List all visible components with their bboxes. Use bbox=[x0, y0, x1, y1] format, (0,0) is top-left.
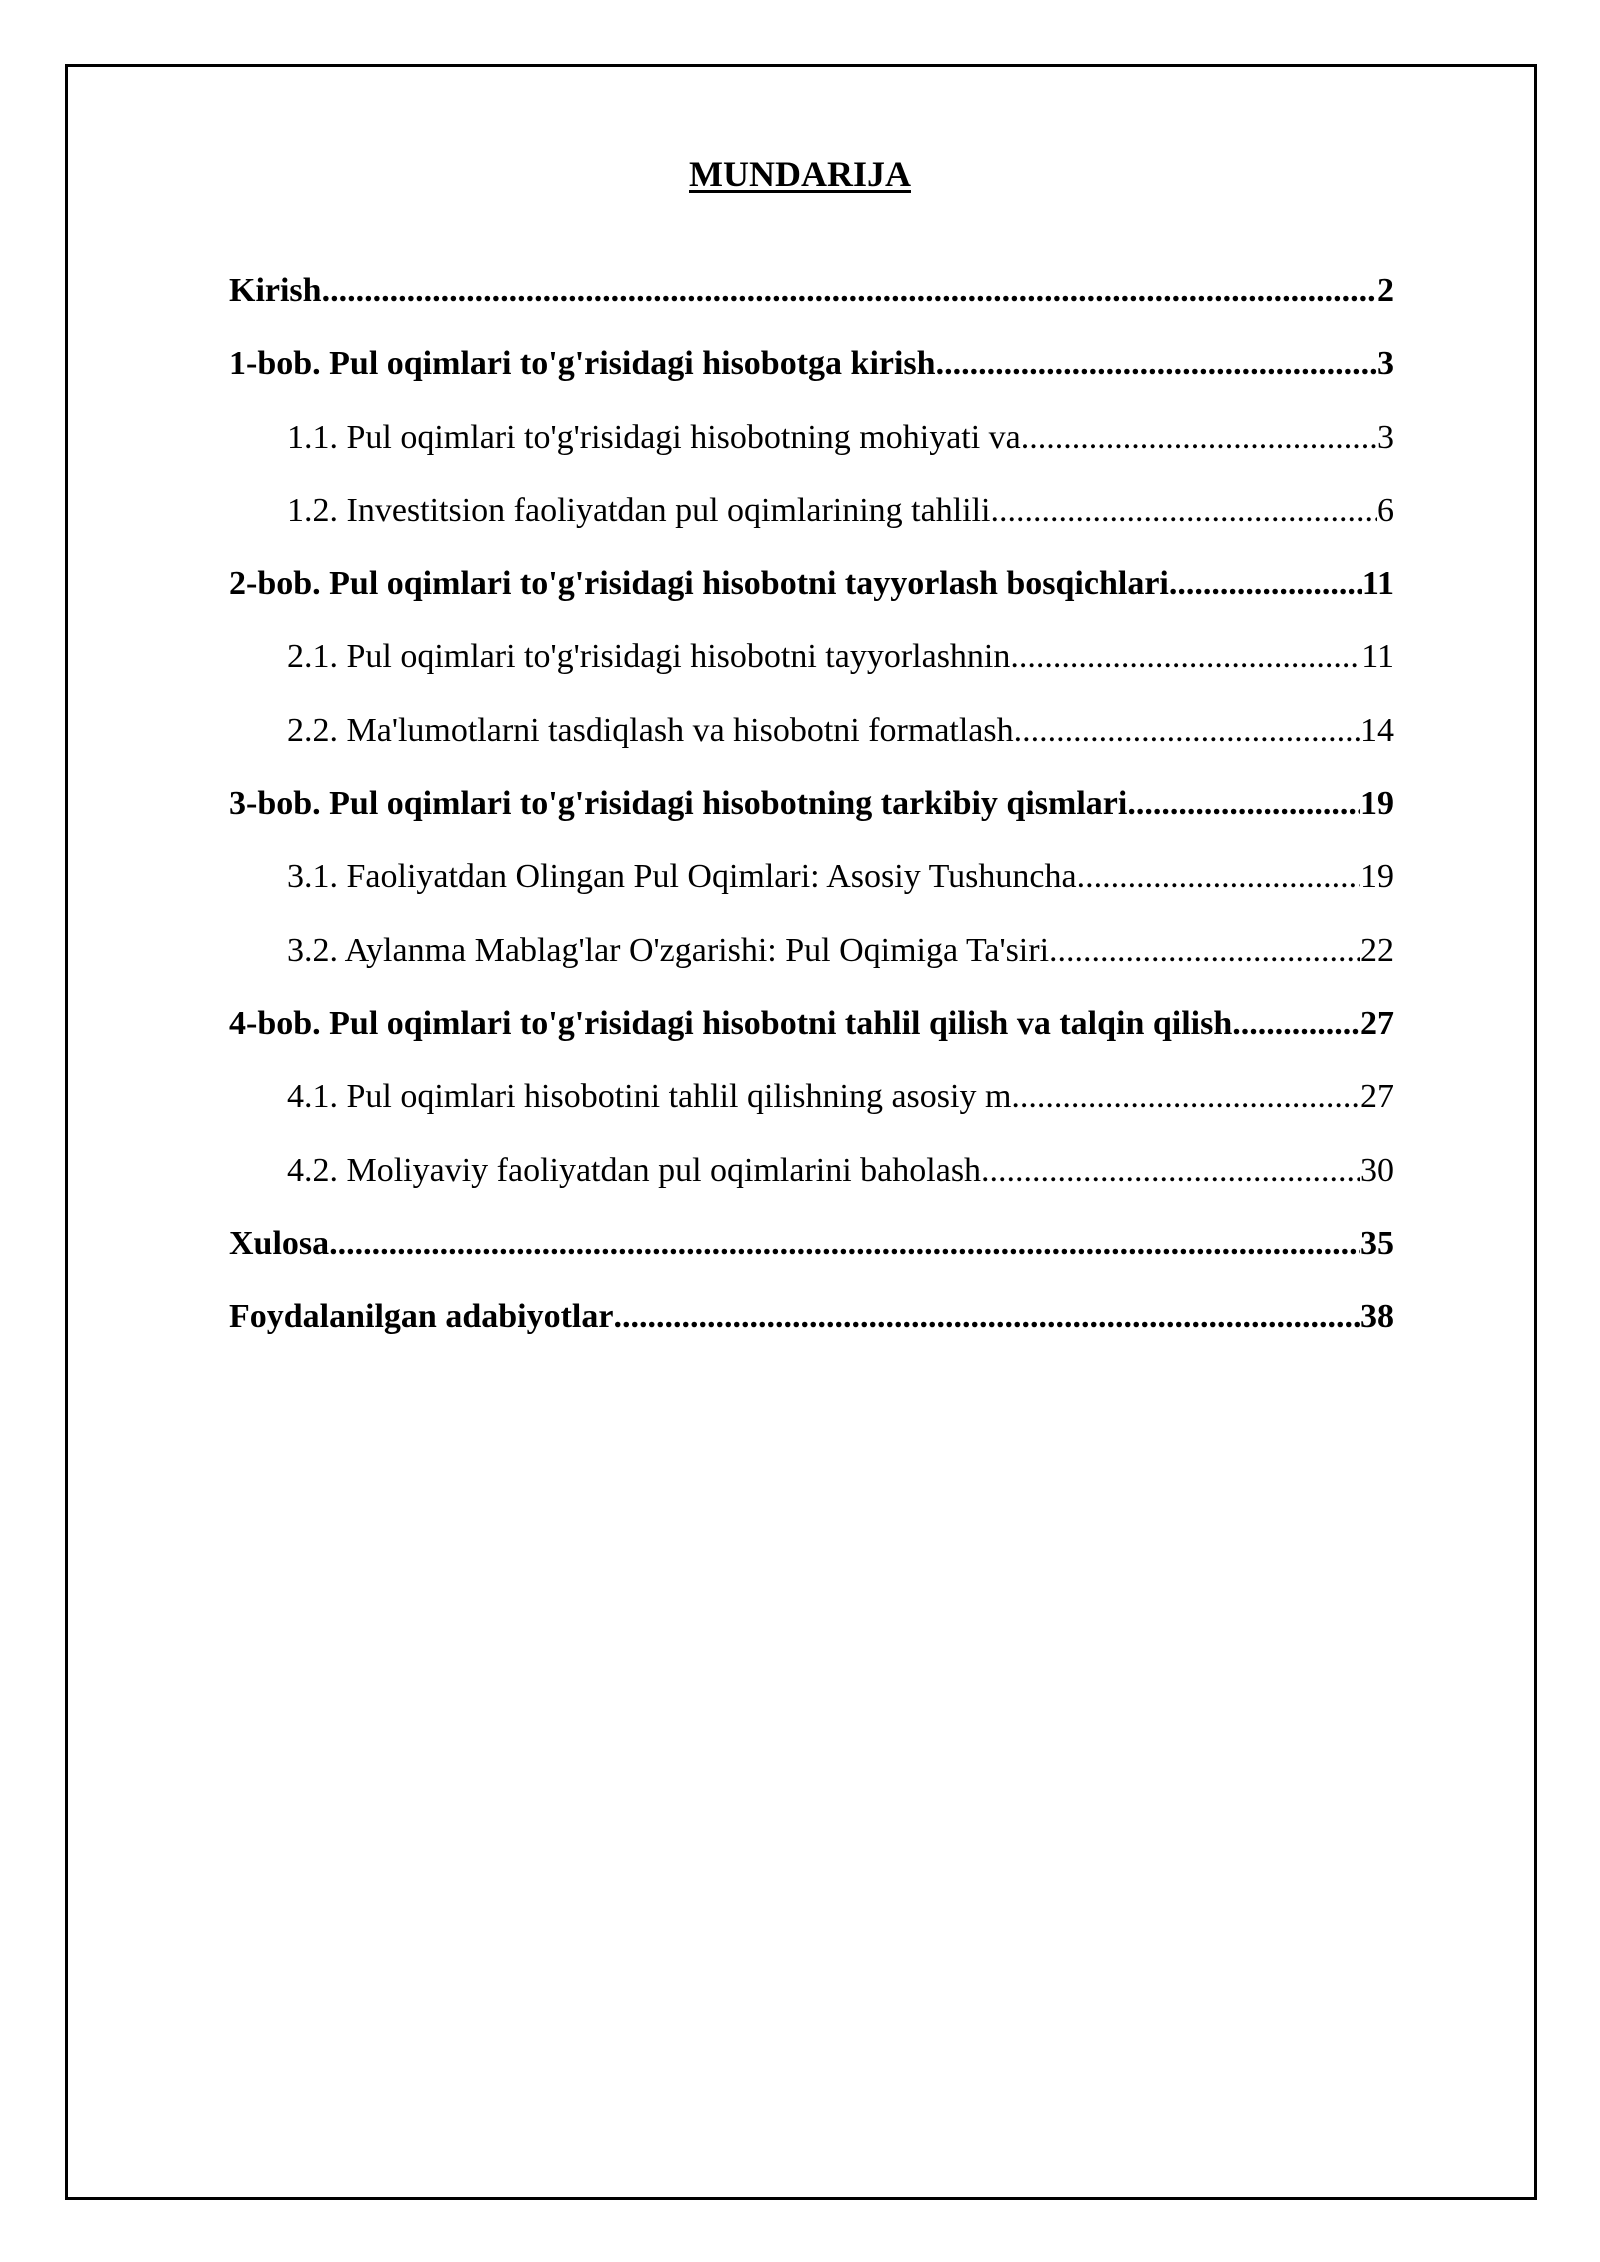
toc-dot-leader bbox=[936, 339, 1377, 389]
toc-entry[interactable] bbox=[229, 632, 1394, 705]
toc-entry-page: 22 bbox=[1360, 931, 1394, 969]
toc-entry-page: 19 bbox=[1360, 858, 1394, 896]
toc-entry-label: 4-bob. Pul oqimlari to'g'risidagi hisobotni tahlil qilish va talqin qilish bbox=[229, 1004, 1233, 1042]
toc-entry-label: 1.1. Pul oqimlari to'g'risidagi hisobotning mohiyati va bbox=[287, 418, 1021, 456]
toc-entry-page: 27 bbox=[1360, 1078, 1394, 1116]
toc-entry-label: Foydalanilgan adabiyotlar bbox=[229, 1298, 614, 1336]
toc-entry-page: 3 bbox=[1377, 418, 1394, 456]
toc-entry[interactable] bbox=[229, 926, 1394, 999]
toc-entry[interactable] bbox=[229, 1146, 1394, 1219]
toc-entry-page: 35 bbox=[1360, 1224, 1394, 1262]
page-title bbox=[0, 152, 1600, 196]
toc-dot-leader bbox=[1049, 926, 1360, 976]
toc-entry-label: 2.1. Pul oqimlari to'g'risidagi hisobotni tayyorlashnin bbox=[287, 638, 1011, 676]
toc-dot-leader bbox=[981, 1146, 1360, 1196]
toc-entry[interactable] bbox=[229, 413, 1394, 486]
toc-dot-leader bbox=[1127, 779, 1360, 829]
toc-entry[interactable] bbox=[229, 999, 1394, 1072]
toc-entry-label: 1-bob. Pul oqimlari to'g'risidagi hisobotga kirish bbox=[229, 345, 936, 383]
toc-entry[interactable] bbox=[229, 1219, 1394, 1292]
toc-entry-page: 6 bbox=[1377, 491, 1394, 529]
toc-entry-label: 1.2. Investitsion faoliyatdan pul oqimlarining tahlili bbox=[287, 491, 991, 529]
table-of-contents bbox=[229, 266, 1394, 1365]
toc-entry[interactable] bbox=[229, 339, 1394, 412]
toc-entry[interactable] bbox=[229, 779, 1394, 852]
toc-dot-leader bbox=[322, 266, 1377, 316]
toc-dot-leader bbox=[1010, 632, 1361, 682]
toc-entry-label: 3-bob. Pul oqimlari to'g'risidagi hisobotning tarkibiy qismlari bbox=[229, 785, 1128, 823]
toc-entry[interactable] bbox=[229, 1072, 1394, 1145]
toc-entry-label: Xulosa bbox=[229, 1224, 330, 1262]
toc-entry-label: Kirish bbox=[229, 272, 322, 309]
toc-entry-page: 11 bbox=[1361, 638, 1394, 676]
toc-entry-page: 38 bbox=[1360, 1298, 1394, 1336]
toc-dot-leader bbox=[991, 486, 1377, 536]
toc-entry[interactable] bbox=[229, 1292, 1394, 1365]
toc-entry-page: 3 bbox=[1377, 345, 1394, 383]
toc-dot-leader bbox=[613, 1292, 1360, 1342]
toc-entry-label: 3.1. Faoliyatdan Olingan Pul Oqimlari: Asosiy Tushuncha bbox=[287, 858, 1077, 896]
toc-entry[interactable] bbox=[229, 486, 1394, 559]
toc-entry-label: 2.2. Ma'lumotlarni tasdiqlash va hisobotni formatlash bbox=[287, 711, 1014, 749]
toc-entry-page: 30 bbox=[1360, 1151, 1394, 1189]
toc-dot-leader bbox=[1021, 413, 1377, 463]
toc-entry[interactable] bbox=[229, 706, 1394, 779]
toc-entry-page: 2 bbox=[1377, 272, 1394, 309]
toc-entry-page: 11 bbox=[1361, 565, 1394, 603]
toc-entry[interactable] bbox=[229, 559, 1394, 632]
toc-entry[interactable] bbox=[229, 852, 1394, 925]
toc-dot-leader bbox=[329, 1219, 1360, 1269]
toc-entry[interactable] bbox=[229, 266, 1394, 339]
toc-dot-leader bbox=[1077, 852, 1360, 902]
toc-entry-label: 2-bob. Pul oqimlari to'g'risidagi hisobotni tayyorlash bosqichlari bbox=[229, 565, 1169, 603]
toc-entry-label: 3.2. Aylanma Mablag'lar O'zgarishi: Pul Oqimiga Ta'siri bbox=[287, 931, 1050, 969]
page-title-text: MUNDARIJA bbox=[689, 154, 911, 194]
toc-dot-leader bbox=[1014, 706, 1360, 756]
toc-entry-label: 4.2. Moliyaviy faoliyatdan pul oqimlarini baholash bbox=[287, 1151, 982, 1189]
toc-entry-label: 4.1. Pul oqimlari hisobotini tahlil qilishning asosiy m bbox=[287, 1078, 1012, 1116]
toc-entry-page: 27 bbox=[1360, 1004, 1394, 1042]
toc-entry-page: 19 bbox=[1360, 785, 1394, 823]
toc-dot-leader bbox=[1011, 1072, 1360, 1122]
toc-dot-leader bbox=[1232, 999, 1360, 1049]
toc-dot-leader bbox=[1169, 559, 1362, 609]
toc-entry-page: 14 bbox=[1360, 711, 1394, 749]
